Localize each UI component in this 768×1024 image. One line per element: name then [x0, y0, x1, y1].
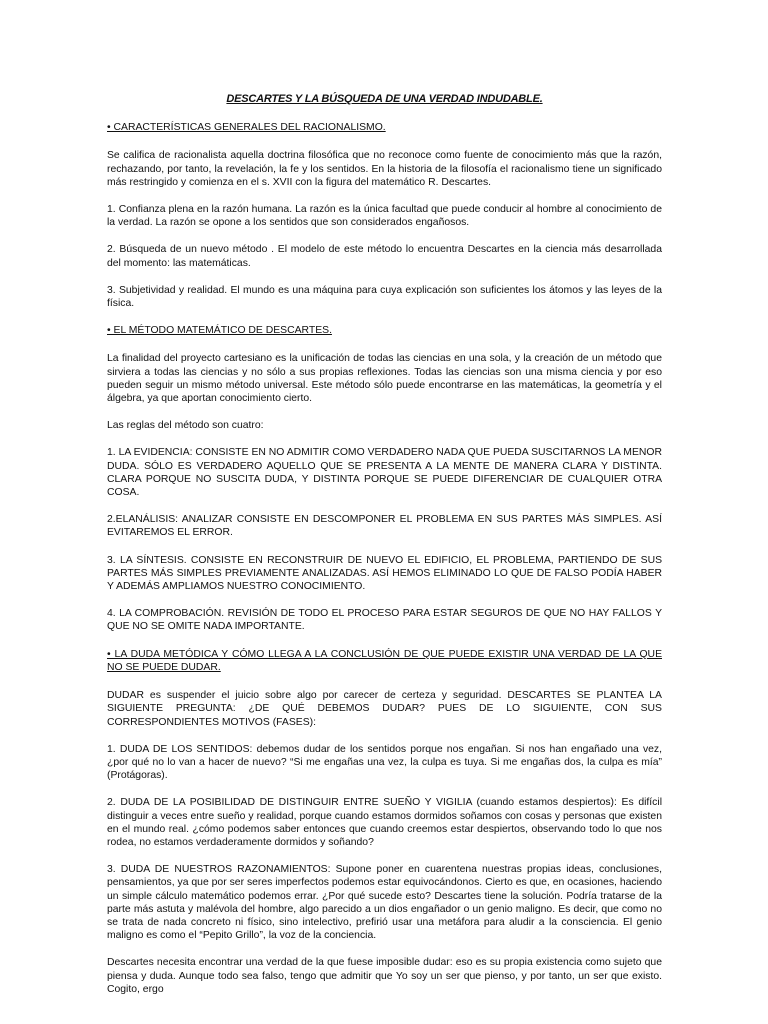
paragraph: 2. Búsqueda de un nuevo método . El modelo de este método lo encuentra Descartes en la ciencia más desarrollada del momento: las matemáticas.	[107, 244, 662, 269]
paragraph: Las reglas del método son cuatro:	[107, 420, 264, 432]
paragraph: 3. DUDA DE NUESTROS RAZONAMIENTOS: Supone poner en cuarentena nuestras propias ideas, conclusiones, pensamientos, ya que por ser seres imperfectos podemos estar equivocándonos. Cierto es que, en ocasiones, haciendo un simple cálculo matemático podemos errar. ¿Por qué sucede esto? Descartes tiene la solución. Podría tratarse de la parte más astuta y malévola del hombre, algo parecido a un dios engañador o un genio maligno. Es decir, que como no se trata de nada concreto ni físico, sino intelectivo, prefirió usar una metáfora para aludir a la consciencia. El genio maligno es como el “Pepito Grillo”, la voz de la conciencia.	[107, 864, 662, 942]
paragraph: DUDAR es suspender el juicio sobre algo por carecer de certeza y seguridad. DESCARTES SE PLANTEA LA SIGUIENTE PREGUNTA: ¿DE QUÉ DEBEMOS DUDAR? PUES DE LO SIGUIENTE, CON SUS CORRESPONDIENTES MOTIVOS (FASES):	[107, 690, 662, 728]
paragraph: Se califica de racionalista aquella doctrina filosófica que no reconoce como fuente de conocimiento más que la razón, rechazando, por tanto, la revelación, la fe y los sentidos. En la historia de la filosofía el racionalismo tiene un significado más restringido y comienza en el s. XVII con la figura del matemático R. Descartes.	[107, 150, 662, 188]
paragraph: La finalidad del proyecto cartesiano es la unificación de todas las ciencias en una sola, y la creación de un método que sirviera a todas las ciencias y no sólo a sus propias reflexiones. Todas las ciencias son una misma ciencia y por eso pueden seguir un mismo método universal. Este método sólo puede encontrarse en las matemáticas, la geometría y el álgebra, ya que aportan conocimiento cierto.	[107, 353, 662, 405]
paragraph: 3. Subjetividad y realidad. El mundo es una máquina para cuya explicación son suficientes los átomos y las leyes de la física.	[107, 284, 662, 310]
paragraph: 2. DUDA DE LA POSIBILIDAD DE DISTINGUIR ENTRE SUEÑO Y VIGILIA (cuando estamos despiertos): Es difícil distinguir a veces entre sueño y realidad, porque cuando estamos dormidos soñamos con cosas y personas que existen en el mundo real. ¿cómo podemos saber entonces que cuando creemos estar despiertos, observando todo lo que nos rodea, no estamos verdaderamente dormidos y soñando?	[107, 797, 662, 848]
section-heading-racionalismo: • CARACTERÍSTICAS GENERALES DEL RACIONALISMO.	[107, 122, 386, 134]
paragraph: 1. Confianza plena en la razón humana. La razón es la única facultad que puede conducir al hombre al conocimiento de la verdad. La razón se opone a los sentidos que son considerados engañosos.	[107, 204, 662, 229]
section-heading-metodo: • EL MÉTODO MATEMÁTICO DE DESCARTES.	[107, 325, 332, 337]
paragraph: 2.ELANÁLISIS: ANALIZAR CONSISTE EN DESCOMPONER EL PROBLEMA EN SUS PARTES MÁS SIMPLES. ASÍ EVITAREMOS EL ERROR.	[107, 514, 662, 539]
document-title: DESCARTES Y LA BÚSQUEDA DE UNA VERDAD INDUDABLE.	[226, 93, 543, 105]
paragraph: 1. LA EVIDENCIA: CONSISTE EN NO ADMITIR COMO VERDADERO NADA QUE PUEDA SUSCITARNOS LA MENOR DUDA. SÓLO ES VERDADERO AQUELLO QUE SE PRESENTA A LA MENTE DE MANERA CLARA Y DISTINTA. CLARA PORQUE NO SUSCITA DUDA, Y DISTINTA PORQUE SE PUEDE DIFERENCIAR DE CUALQUIER OTRA COSA.	[107, 447, 662, 499]
section-heading-duda: • LA DUDA METÓDICA Y CÓMO LLEGA A LA CONCLUSIÓN DE QUE PUEDE EXISTIR UNA VERDAD DE LA QUE NO SE PUEDE DUDAR.	[107, 648, 662, 673]
paragraph: 1. DUDA DE LOS SENTIDOS: debemos dudar de los sentidos porque nos engañan. Si nos han engañado una vez, ¿por qué no lo van a hacer de nuevo? “Si me engañas una vez, la culpa es tuya. Si me engañas dos, la culpa es mía” (Protágoras).	[107, 743, 662, 782]
paragraph: 3. LA SÍNTESIS. CONSISTE EN RECONSTRUIR DE NUEVO EL EDIFICIO, EL PROBLEMA, PARTIENDO DE SUS PARTES MÁS SIMPLES PREVIAMENTE ANALIZADAS. ASÍ HEMOS ELIMINADO LO QUE DE FALSO PODÍA HABER Y ADEMÁS AMPLIAMOS NUESTRO CONOCIMIENTO.	[107, 554, 662, 593]
paragraph: Descartes necesita encontrar una verdad de la que fuese imposible dudar: eso es su propia existencia como sujeto que piensa y duda. Aunque todo sea falso, tengo que admitir que Yo soy un ser que pienso, y por tanto, un ser que existo. Cogito, ergo	[107, 957, 662, 995]
paragraph: 4. LA COMPROBACIÓN. REVISIÓN DE TODO EL PROCESO PARA ESTAR SEGUROS DE QUE NO HAY FALLOS Y QUE NO SE OMITE NADA IMPORTANTE.	[107, 608, 662, 633]
